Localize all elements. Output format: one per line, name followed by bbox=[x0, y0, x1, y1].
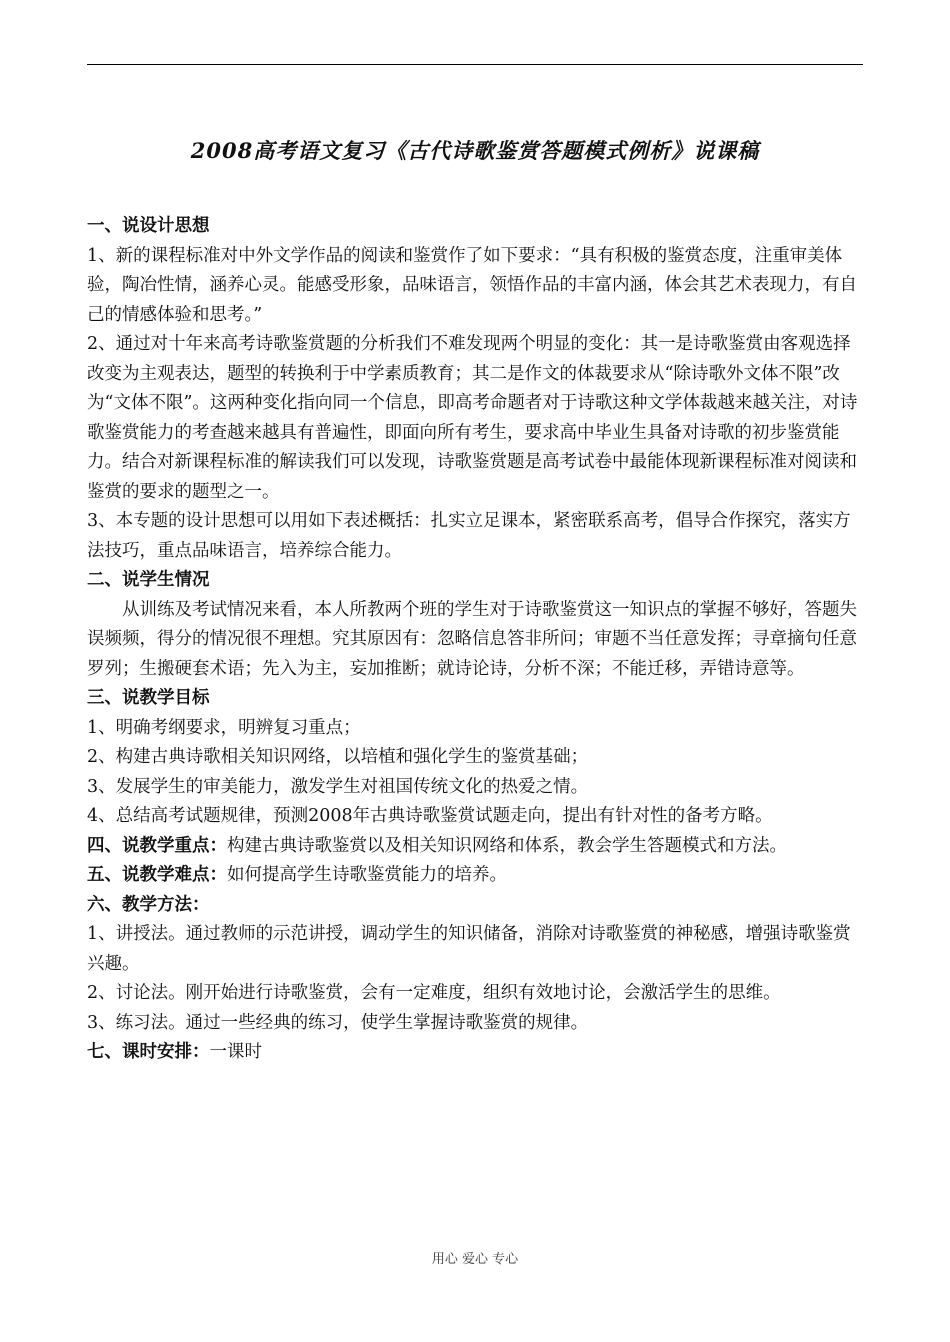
section-heading-schedule: 七、课时安排： bbox=[87, 1042, 210, 1062]
document-title: 2008高考语文复习《古代诗歌鉴赏答题模式例析》说课稿 bbox=[190, 138, 760, 163]
paragraph: 2、通过对十年来高考诗歌鉴赏题的分析我们不难发现两个明显的变化：其一是诗歌鉴赏由客观选择改变为主观表达，题型的转换利于中学素质教育；其二是作文的体裁要求从“除诗歌外文体不限”改为“文体不限”。这两种变化指向同一个信息，即高考命题者对于诗歌这种文学体裁越来越关注，对诗歌鉴赏能力的考查越来越具有普遍性，即面向所有考生，要求高中毕业生具备对诗歌的初步鉴赏能力。结合对新课程标准的解读我们可以发现，诗歌鉴赏题是高考试卷中最能体现新课程标准对阅读和鉴赏的要求的题型之一。 bbox=[87, 334, 858, 502]
list-item: 2、讨论法。刚开始进行诗歌鉴赏，会有一定难度，组织有效地讨论，会激活学生的思维。 bbox=[87, 983, 781, 1003]
section-schedule bbox=[87, 1038, 863, 1068]
section-key-points bbox=[87, 832, 863, 862]
paragraph: 1、新的课程标准对中外文学作品的阅读和鉴赏作了如下要求：“具有积极的鉴赏态度，注重审美体验，陶冶性情，涵养心灵。能感受形象，品味语言，领悟作品的丰富内涵，体会其艺术表现力，有自己的情感体验和思考。” bbox=[87, 245, 857, 325]
list-item: 3、练习法。通过一些经典的练习，使学生掌握诗歌鉴赏的规律。 bbox=[87, 1012, 589, 1033]
header-rule bbox=[87, 64, 863, 65]
section-heading-methods: 六、教学方法： bbox=[87, 894, 210, 915]
section-difficulties bbox=[87, 861, 863, 891]
difficulties-text: 如何提高学生诗歌鉴赏能力的培养。 bbox=[227, 865, 507, 885]
list-item: 3、发展学生的审美能力，激发学生对祖国传统文化的热爱之情。 bbox=[87, 776, 589, 797]
list-item: 2、构建古典诗歌相关知识网络，以培植和强化学生的鉴赏基础； bbox=[87, 747, 589, 767]
list-item: 1、明确考纲要求，明辨复习重点； bbox=[87, 717, 361, 738]
list-item: 4、总结高考试题规律，预测2008年古典诗歌鉴赏试题走向，提出有针对性的备考方略。 bbox=[87, 806, 773, 826]
section-heading-difficulties: 五、说教学难点： bbox=[87, 865, 227, 885]
list-item: 1、讲授法。通过教师的示范讲授，调动学生的知识储备，消除对诗歌鉴赏的神秘感，增强诗歌鉴赏兴趣。 bbox=[87, 924, 851, 974]
document-body bbox=[87, 212, 863, 1068]
paragraph: 3、本专题的设计思想可以用如下表述概括：扎实立足课本，紧密联系高考，倡导合作探究，落实方法技巧，重点品味语言，培养综合能力。 bbox=[87, 511, 851, 561]
key-points-text: 构建古典诗歌鉴赏以及相关知识网络和体系，教会学生答题模式和方法。 bbox=[227, 835, 787, 856]
page-footer: 用心 爱心 专心 bbox=[431, 1252, 519, 1267]
schedule-text: 一课时 bbox=[209, 1042, 262, 1062]
section-heading-goals: 三、说教学目标 bbox=[87, 688, 210, 708]
section-heading-design: 一、说设计思想 bbox=[87, 216, 210, 236]
section-heading-key-points: 四、说教学重点： bbox=[87, 835, 227, 856]
paragraph: 从训练及考试情况来看，本人所教两个班的学生对于诗歌鉴赏这一知识点的掌握不够好，答题失误频频，得分的情况很不理想。究其原因有：忽略信息答非所问；审题不当任意发挥；寻章摘句任意罗列；生搬硬套术语；先入为主，妄加推断；就诗论诗，分析不深；不能迁移，弄错诗意等。 bbox=[87, 599, 857, 679]
section-heading-students: 二、说学生情况 bbox=[87, 570, 210, 590]
